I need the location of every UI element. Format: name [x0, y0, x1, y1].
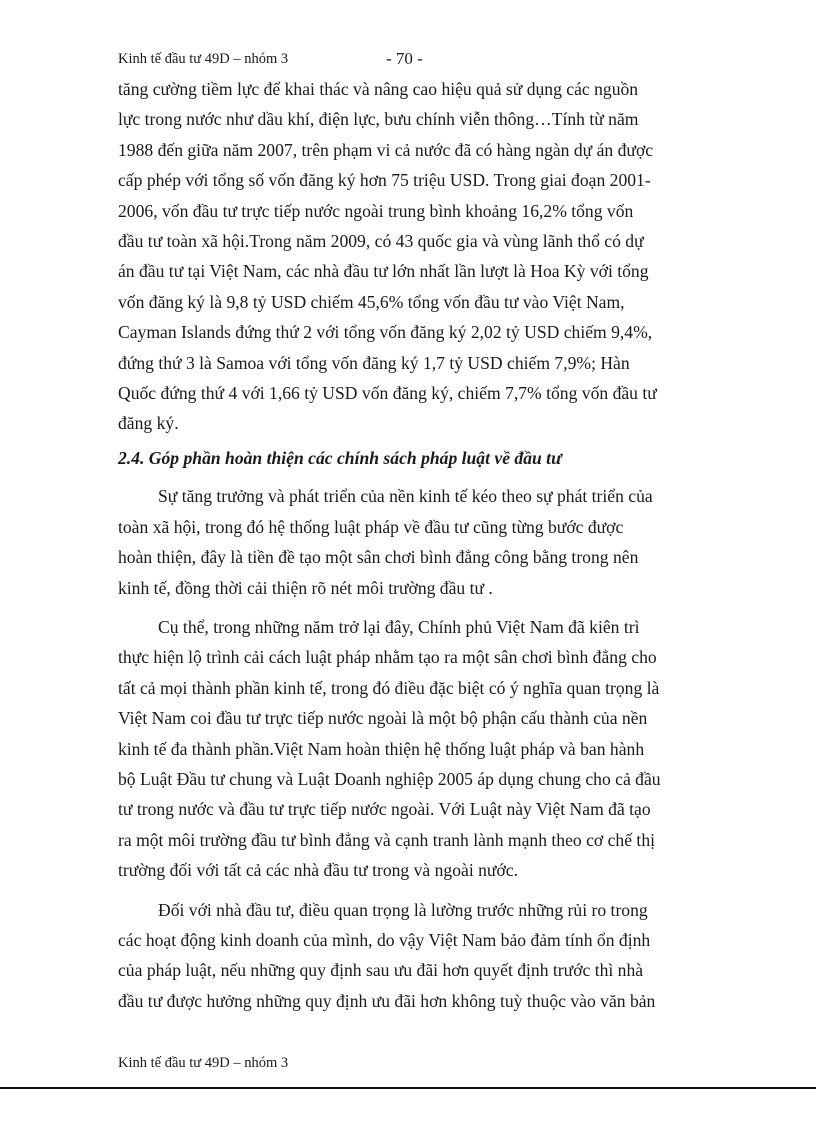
text-line: Cụ thể, trong những năm trở lại đây, Chính phủ Việt Nam đã kiên trì	[158, 616, 640, 637]
text-line: Quốc đứng thứ 4 với 1,66 tỷ USD vốn đăng ký, chiếm 7,7% tổng vốn đầu tư	[118, 383, 657, 404]
paragraph-spacer	[118, 886, 718, 895]
footer-divider	[0, 1087, 816, 1089]
text-line: Đối với nhà đầu tư, điều quan trọng là lường trước những rủi ro trong	[158, 899, 648, 920]
text-line: tăng cường tiềm lực để khai thác và nâng cao hiệu quả sử dụng các nguồn	[118, 79, 639, 99]
text-line: đăng ký.	[118, 413, 179, 434]
text-line: 2006, vốn đầu tư trực tiếp nước ngoài trung bình khoảng 16,2% tổng vốn	[118, 200, 634, 221]
text-line: bộ Luật Đầu tư chung và Luật Doanh nghiệp 2005 áp dụng chung cho cả đầu	[118, 768, 661, 789]
text-line: Sự tăng trưởng và phát triển của nền kinh tế kéo theo sự phát triển của	[158, 486, 653, 507]
text-line: vốn đăng ký là 9,8 tỷ USD chiếm 45,6% tổng vốn đầu tư vào Việt Nam,	[118, 291, 625, 312]
text-line: ra một môi trường đầu tư bình đẳng và cạnh tranh lành mạnh theo cơ chế thị	[118, 829, 656, 850]
text-line: đầu tư được hưởng những quy định ưu đãi hơn không tuỳ thuộc vào văn bản	[118, 990, 656, 1011]
text-line: thực hiện lộ trình cải cách luật pháp nhằm tạo ra một sân chơi bình đẳng cho	[118, 647, 657, 668]
text-line: đứng thứ 3 là Samoa với tổng vốn đăng ký 1,7 tỷ USD chiếm 7,9%; Hàn	[118, 352, 630, 373]
section-heading: 2.4. Góp phần hoàn thiện các chính sách pháp luật về đầu tư	[118, 447, 562, 468]
text-line: kinh tế đa thành phần.Việt Nam hoàn thiện hệ thống luật pháp và ban hành	[118, 738, 645, 759]
text-line: án đầu tư tại Việt Nam, các nhà đầu tư lớn nhất lần lượt là Hoa Kỳ với tổng	[118, 261, 649, 282]
text-line: tư trong nước và đầu tư trực tiếp nước ngoài. Với Luật này Việt Nam đã tạo	[118, 799, 651, 820]
paragraph-3	[118, 612, 718, 886]
paragraph-2	[118, 481, 718, 603]
header-title: Kinh tế đầu tư 49D – nhóm 3	[118, 51, 289, 67]
text-line: Cayman Islands đứng thứ 2 với tổng vốn đăng ký 2,02 tỷ USD chiếm 9,4%,	[118, 322, 653, 343]
page-footer: Kinh tế đầu tư 49D – nhóm 3	[118, 1055, 289, 1071]
text-line: hoàn thiện, đây là tiền đề tạo một sân chơi bình đẳng công bằng trong nên	[118, 547, 639, 568]
text-line: Việt Nam coi đầu tư trực tiếp nước ngoài là một bộ phận cấu thành của nền	[118, 708, 648, 729]
text-line: lực trong nước như dầu khí, điện lực, bưu chính viễn thông…Tính từ năm	[118, 109, 639, 130]
paragraph-1	[118, 74, 718, 439]
text-line: tất cả mọi thành phần kinh tế, trong đó điều đặc biệt có ý nghĩa quan trọng là	[118, 677, 660, 698]
page-number: - 70 -	[386, 49, 423, 68]
text-line: toàn xã hội, trong đó hệ thống luật pháp về đầu tư cũng từng bước được	[118, 516, 624, 537]
text-line: 1988 đến giữa năm 2007, trên phạm vi cả nước đã có hàng ngàn dự án được	[118, 139, 654, 160]
document-body	[118, 74, 718, 1016]
text-line: đầu tư toàn xã hội.Trong năm 2009, có 43 quốc gia và vùng lãnh thổ có dự	[118, 231, 644, 252]
text-line: kinh tế, đồng thời cải thiện rõ nét môi trường đầu tư .	[118, 577, 493, 598]
text-line: cấp phép với tổng số vốn đăng ký hơn 75 triệu USD. Trong giai đoạn 2001-	[118, 170, 651, 191]
page-header	[118, 49, 423, 68]
paragraph-spacer	[118, 603, 718, 612]
text-line: của pháp luật, nếu những quy định sau ưu đãi hơn quyết định trước thì nhà	[118, 960, 644, 981]
paragraph-4	[118, 895, 718, 1017]
text-line: trường đối với tất cả các nhà đầu tư trong và ngoài nước.	[118, 860, 518, 881]
text-line: các hoạt động kinh doanh của mình, do vậy Việt Nam bảo đảm tính ổn định	[118, 929, 651, 950]
